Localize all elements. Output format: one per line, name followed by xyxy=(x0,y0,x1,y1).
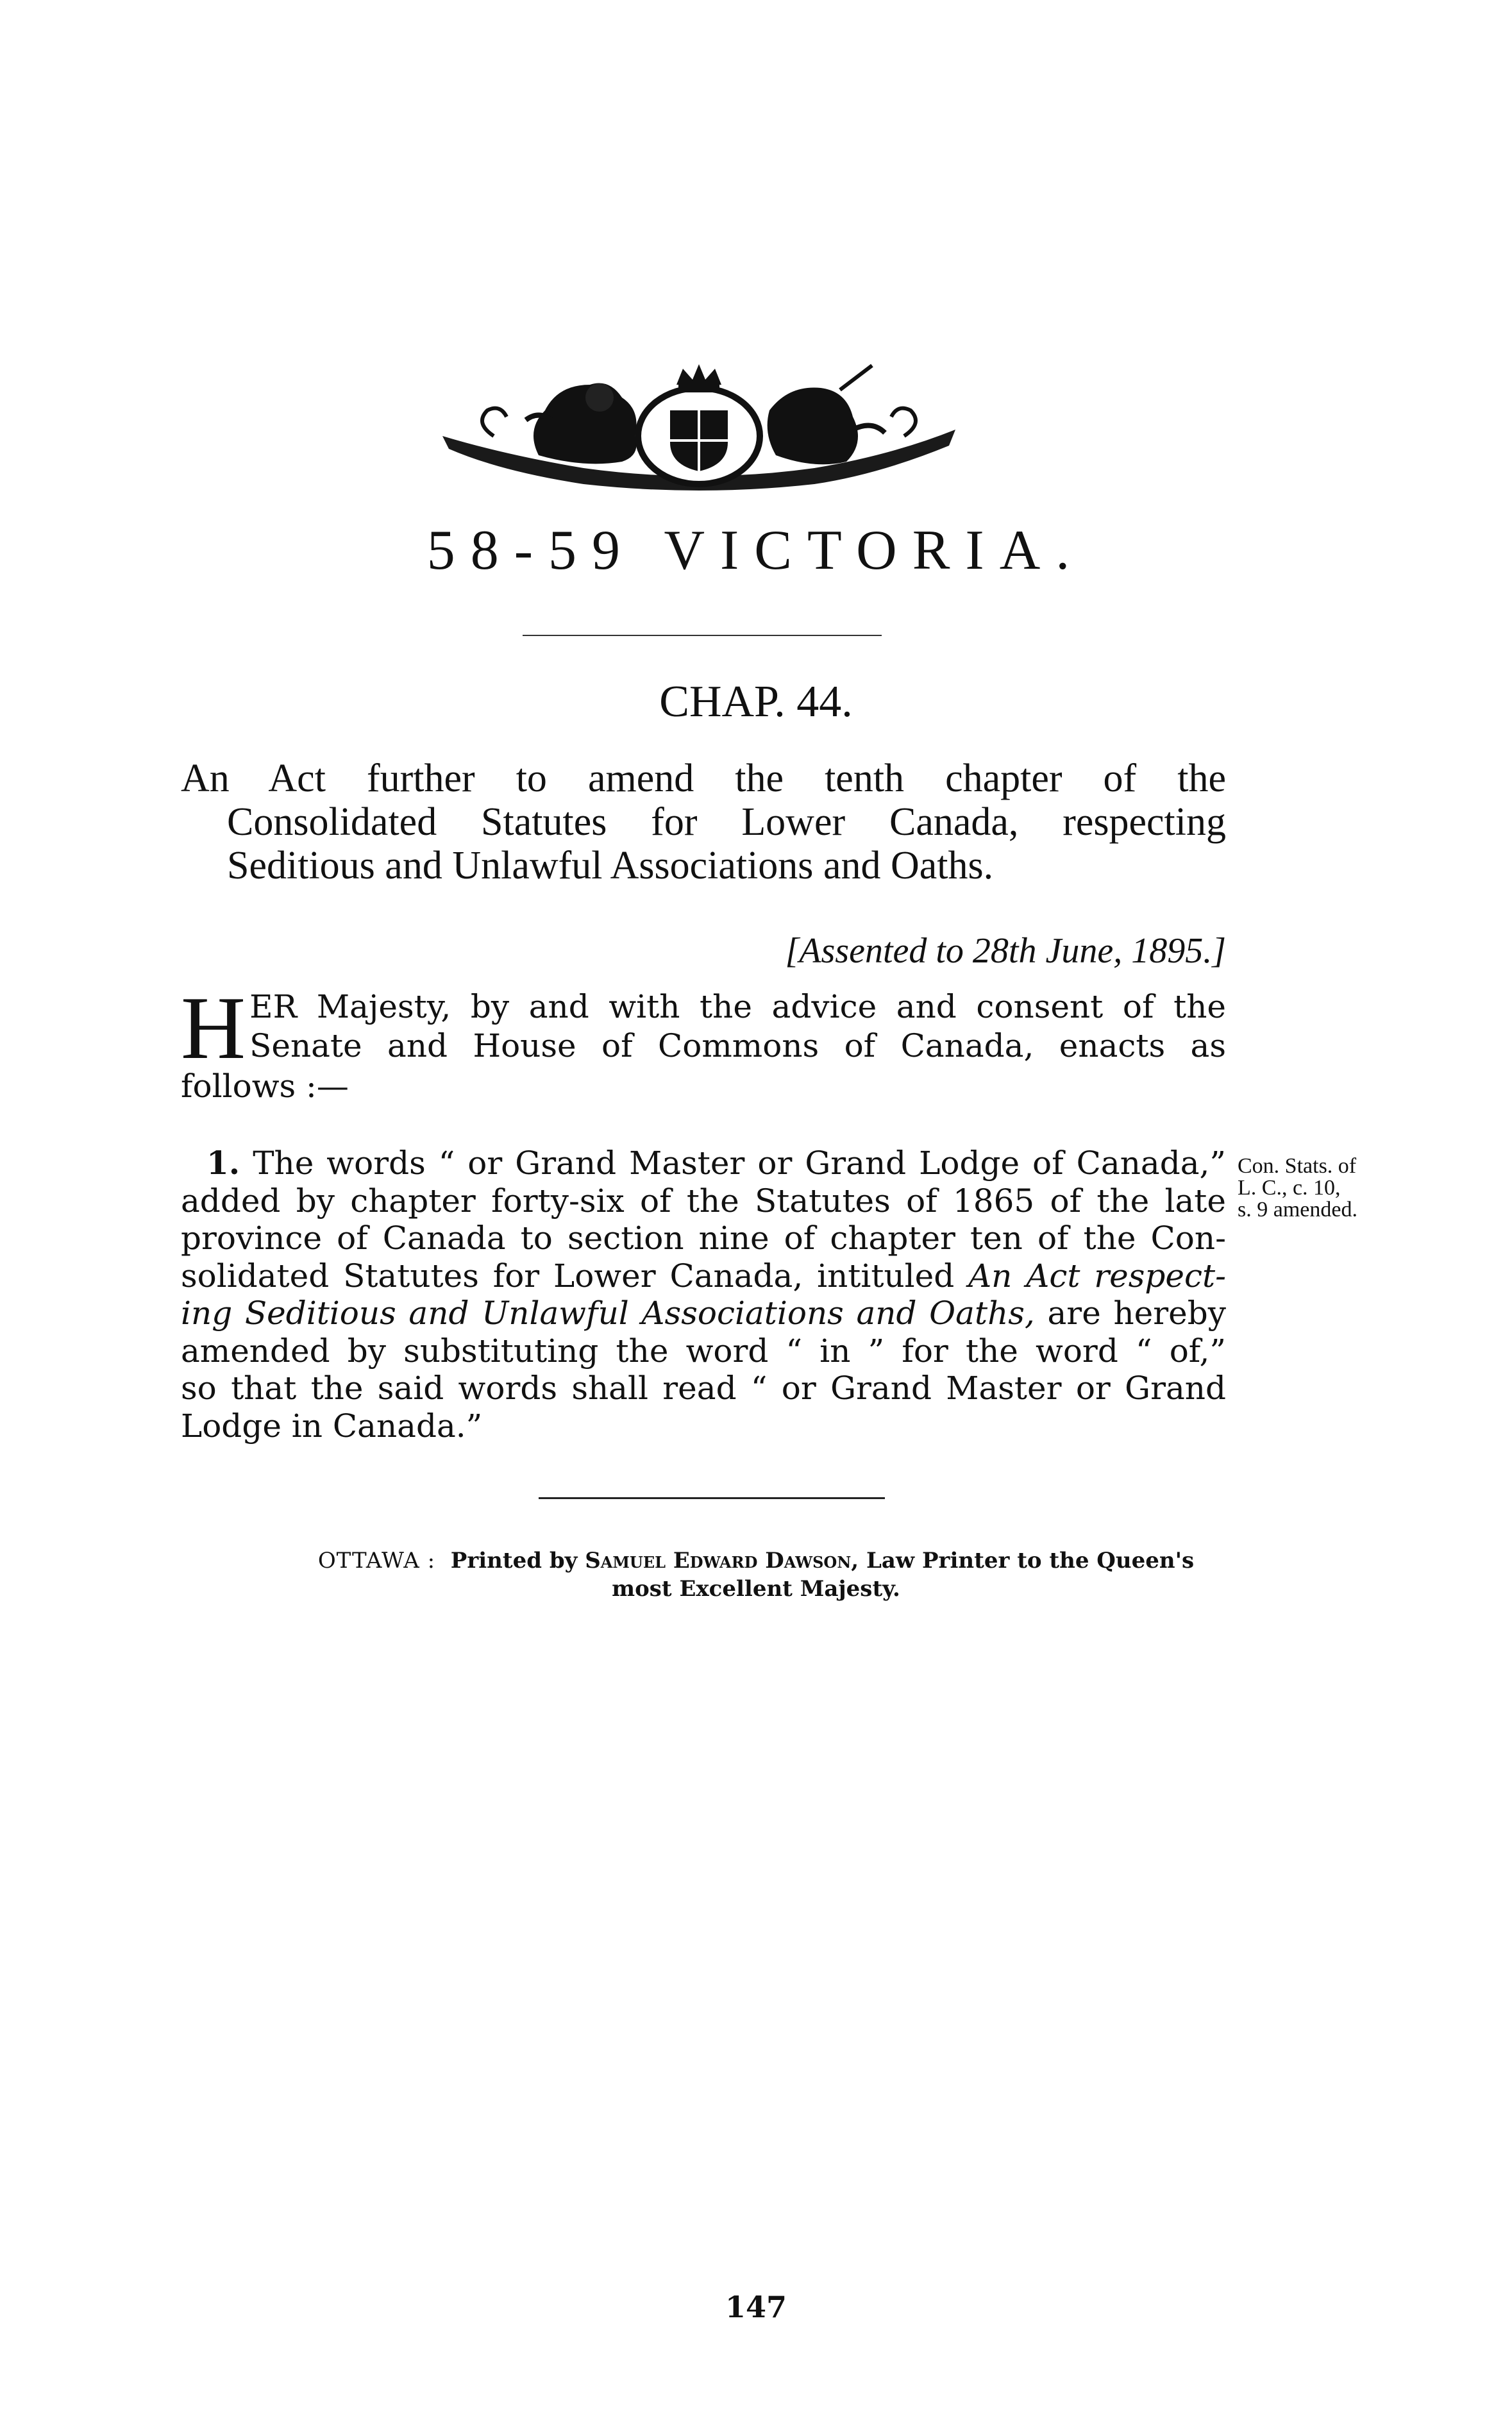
chapter-number: CHAP. 44. xyxy=(659,677,853,726)
section-line: ing Seditious and Unlawful Associations and Oaths, are hereby xyxy=(181,1295,1227,1332)
footer-divider xyxy=(539,1497,885,1499)
imprint-line: OTTAWA : Printed by Samuel Edward Dawson, Law Printer to the Queen's xyxy=(317,1548,1195,1573)
marginal-note-line: L. C., c. 10, xyxy=(1238,1176,1341,1200)
printer-imprint xyxy=(0,1547,1512,1603)
act-title-line: An Act further to amend the tenth chapter of the xyxy=(181,757,1226,800)
imprint-line: most Excellent Majesty. xyxy=(612,1576,900,1602)
section-line: so that the said words shall read “ or Grand Master or Grand xyxy=(181,1370,1226,1407)
section-line: 1. The words “ or Grand Master or Grand Lodge of Canada,” xyxy=(206,1144,1226,1182)
enacting-line: Senate and House of Commons of Canada, enacts as xyxy=(249,1027,1226,1064)
assent-date: [Assented to 28th June, 1895.] xyxy=(785,931,1226,971)
page-number: 147 xyxy=(725,2290,787,2324)
regnal-year-heading: 58-59 VICTORIA. xyxy=(426,519,1086,582)
section-1 xyxy=(181,1145,1226,1445)
section-line: amended by substituting the word “ in ” for the word “ of,” xyxy=(181,1332,1226,1370)
drop-capital: H xyxy=(181,978,246,1078)
marginal-note-line: s. 9 amended. xyxy=(1238,1198,1357,1221)
royal-coat-of-arms-emblem xyxy=(430,359,968,500)
marginal-note-line: Con. Stats. of xyxy=(1238,1154,1357,1178)
marginal-note xyxy=(1238,1155,1430,1221)
section-line: added by chapter forty-six of the Statutes of 1865 of the late xyxy=(181,1182,1226,1220)
section-line: solidated Statutes for Lower Canada, intituled An Act respect- xyxy=(181,1257,1226,1295)
section-line: province of Canada to section nine of chapter ten of the Con- xyxy=(181,1220,1226,1257)
enacting-line: ER Majesty, by and with the advice and consent of the xyxy=(249,988,1226,1025)
section-number: 1. xyxy=(206,1144,240,1182)
act-title-line: Seditious and Unlawful Associations and Oaths. xyxy=(227,844,994,887)
heading-divider xyxy=(523,635,882,636)
section-line: Lodge in Canada.” xyxy=(181,1407,483,1445)
enacting-clause xyxy=(181,978,1226,1106)
act-long-title xyxy=(181,757,1226,887)
enacting-line: follows :— xyxy=(181,1068,349,1105)
act-title-line: Consolidated Statutes for Lower Canada, respecting xyxy=(227,800,1226,844)
